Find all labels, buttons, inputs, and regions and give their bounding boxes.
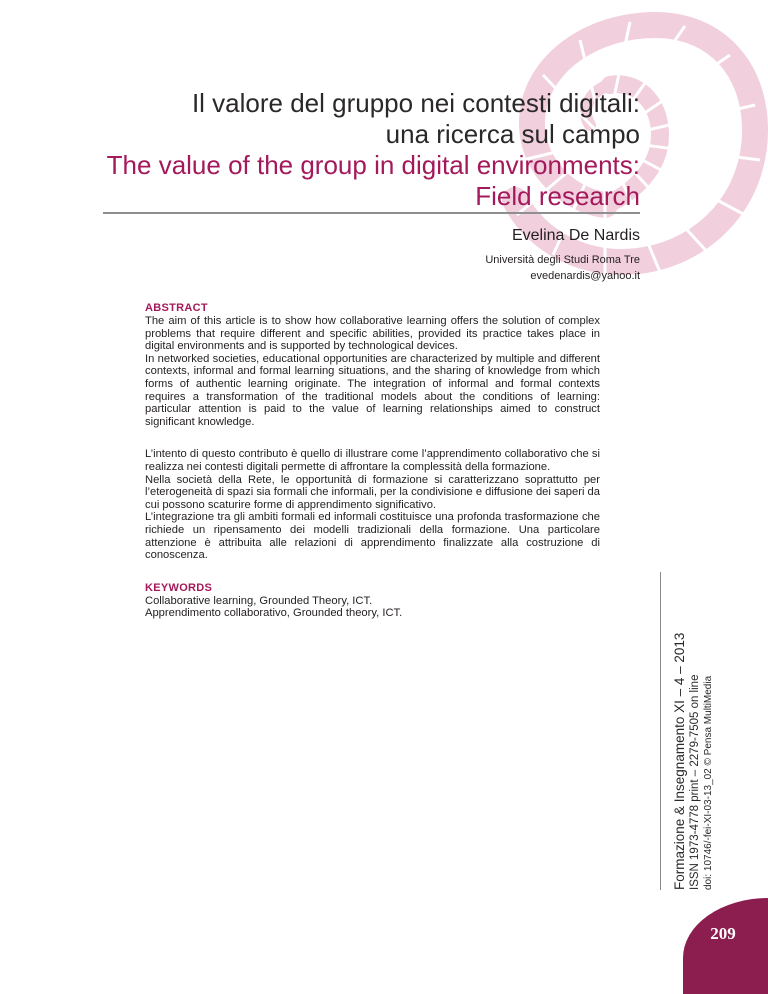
title-italian-line1: Il valore del gruppo nei contesti digitali: bbox=[191, 88, 640, 118]
journal-doi: doi: 10746/-fei-XI-03-13_02 © Pensa MultiMedia bbox=[703, 675, 714, 890]
author-affiliation: Università degli Studi Roma Tre bbox=[485, 254, 640, 266]
journal-name: Formazione & Insegnamento XI – 4 – 2013 bbox=[672, 632, 687, 890]
title-english-line2: Field research bbox=[475, 181, 640, 211]
abstract-italian-p1: L’intento di questo contributo è quello di illustrare come l’apprendimento collaborativo che si realizza nei contesti digitali permette di affrontare la complessità della formazione. bbox=[145, 448, 600, 473]
keywords-english: Collaborative learning, Grounded Theory, ICT. bbox=[145, 594, 373, 607]
title-english-line1: The value of the group in digital environments: bbox=[106, 150, 640, 180]
title-italian-line2: una ricerca sul campo bbox=[385, 119, 640, 149]
abstract-section bbox=[145, 302, 600, 620]
author-name: Evelina De Nardis bbox=[511, 227, 640, 244]
abstract-italian-p2: Nella società della Rete, le opportunità di formazione si caratterizzano soprattutto per l’eterogeneità di spazi sia formali che informali, per la condivisione e diffusione dei saperi da cui possono scaturire forme di apprendimento significativo. bbox=[145, 473, 601, 511]
keywords-heading: KEYWORDS bbox=[145, 581, 213, 594]
abstract-english-p1: The aim of this article is to show how collaborative learning offers the solution of complex problems that require different and specific abilities, provided its practice takes place in digital environments and is supported by technological devices. bbox=[145, 315, 600, 353]
author-block bbox=[240, 226, 640, 284]
page-number: 209 bbox=[710, 924, 736, 943]
title-divider bbox=[103, 212, 640, 214]
page-number-tab bbox=[683, 898, 768, 994]
author-email[interactable]: evedenardis@yahoo.it bbox=[530, 270, 640, 282]
journal-info-strip bbox=[660, 572, 731, 890]
journal-issn: ISSN 1973-4778 print – 2279-7505 on line bbox=[689, 674, 701, 890]
abstract-english-p2: In networked societies, educational opportunities are characterized by multiple and different contexts, informal and formal learning situations, and the sharing of knowledge from which forms of authentic learning originate. The integration of informal and formal contexts requires a transformation of the traditional models about the conditions of learning: particular attention is paid to the value of learning relationships aimed to construct significant knowledge. bbox=[145, 352, 600, 428]
keywords-italian: Apprendimento collaborativo, Grounded theory, ICT. bbox=[145, 607, 403, 620]
article-title bbox=[80, 88, 640, 212]
abstract-italian-p3: L’integrazione tra gli ambiti formali ed informali costituisce una profonda trasformazione che richiede un ripensamento dei modelli tradizionali della formazione. Una particolare attenzione è attribuita alle relazioni di apprendimento finalizzate alla costruzione di conoscenza. bbox=[145, 511, 600, 562]
abstract-heading: ABSTRACT bbox=[145, 302, 208, 314]
